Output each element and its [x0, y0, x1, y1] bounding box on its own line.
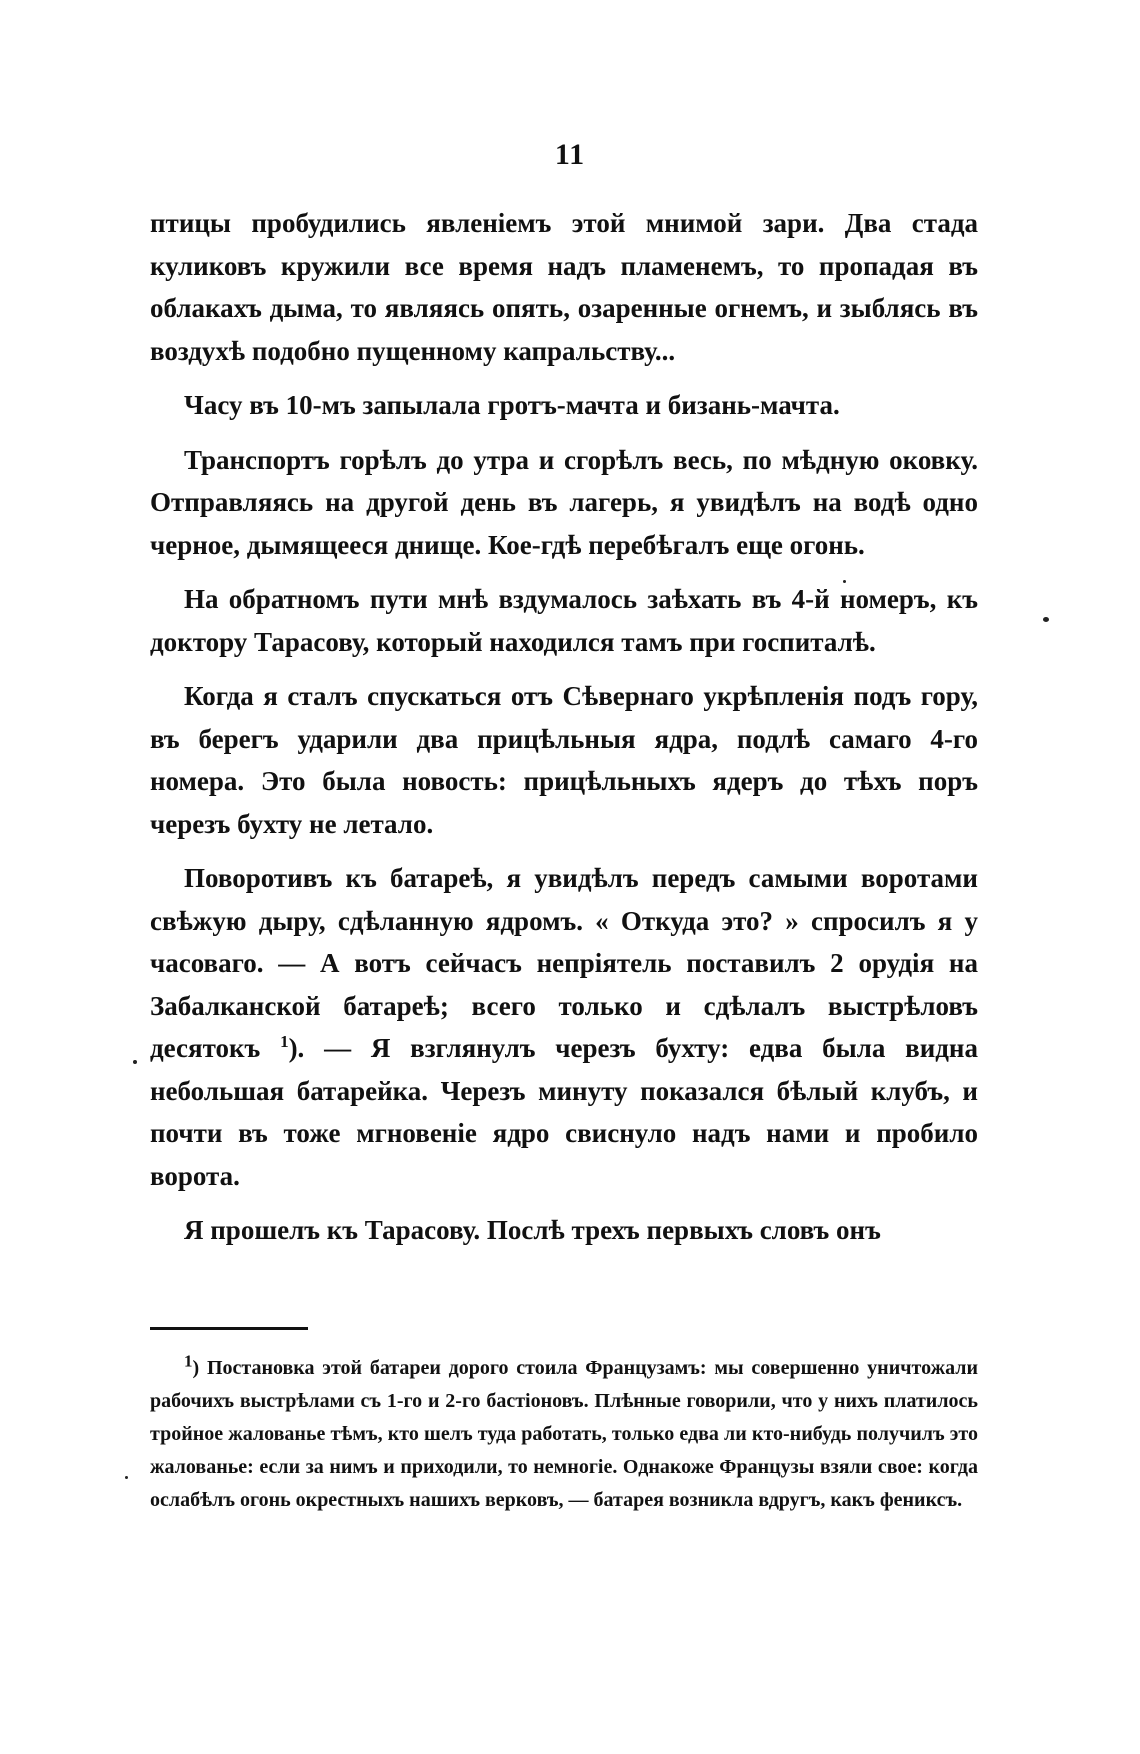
paragraph: Когда я сталъ спускаться отъ Сѣвернаго укрѣпленія подъ гору, въ берегъ ударили два прицѣльныя ядра, подлѣ самаго 4-го номера. Это была новость: прицѣльныхъ ядеръ до тѣхъ поръ черезъ бухту не летало. [150, 681, 978, 839]
scan-speck [843, 580, 846, 583]
paragraph: Я прошелъ къ Тарасову. Послѣ трехъ первыхъ словъ онъ [184, 1215, 881, 1245]
footnote-reference-mark: 1 [280, 1032, 289, 1051]
scan-speck [125, 1476, 128, 1479]
body-text [150, 202, 978, 1264]
paragraph: На обратномъ пути мнѣ вздумалось заѣхать въ 4-й номеръ, къ доктору Тарасову, который находился тамъ при госпиталѣ. [150, 584, 978, 657]
paragraph-text-after-mark: ). — Я взглянулъ черезъ бухту: едва была видна небольшая батарейка. Черезъ минуту показался бѣлый клубъ, и почти въ тоже мгновеніе ядро свиснуло надъ нами и пробило ворота. [150, 1033, 978, 1191]
paragraph-continued: птицы пробудились явленіемъ этой мнимой зари. Два стада куликовъ кружили все время надъ пламенемъ, то пропадая въ облакахъ дыма, то являясь опять, озаренные огнемъ, и зыблясь въ воздухѣ подобно пущенному капральству... [150, 208, 978, 366]
paragraph: Транспортъ горѣлъ до утра и сгорѣлъ весь, по мѣдную оковку. Отправляясь на другой день въ лагерь, я увидѣлъ на водѣ одно черное, дымящееся днище. Кое-гдѣ перебѣгалъ еще огонь. [150, 444, 978, 560]
footnote-text: Постановка этой батареи дорого стоила Французамъ: мы совершенно уничтожали рабочихъ выстрѣлами съ 1-го и 2-го бастіоновъ. Плѣнные говорили, что у нихъ платилось тройное жалованье тѣмъ, кто шелъ туда работать, только едва ли кто-нибудь получилъ это жалованье: если за нимъ и приходили, то немногіе. Однакоже Французы взяли свое: когда ослабѣлъ огонь окрестныхъ нашихъ верковъ, — батарея возникла вдругъ, какъ фениксъ. [150, 1357, 978, 1511]
footnote-mark: 1 [184, 1351, 193, 1371]
footnote-mark-suffix: ) [192, 1357, 200, 1379]
footnote-separator-rule [150, 1327, 308, 1330]
scan-speck [1043, 617, 1049, 622]
page-number: 11 [554, 138, 586, 171]
scan-speck [133, 1060, 137, 1064]
footnote [150, 1352, 978, 1517]
paragraph-with-footnote [150, 857, 978, 1197]
paragraph: Часу въ 10-мъ запылала гротъ-мачта и бизань-мачта. [184, 390, 840, 420]
paragraph-text-before-mark: Поворотивъ къ батареѣ, я увидѣлъ передъ самыми воротами свѣжую дыру, сдѣланную ядромъ. « Откуда это? » спросилъ я у часоваго. — А вотъ сейчасъ непріятель поставилъ 2 орудія на Забалканской батареѣ; всего только и сдѣлалъ выстрѣловъ десятокъ [150, 863, 978, 1063]
